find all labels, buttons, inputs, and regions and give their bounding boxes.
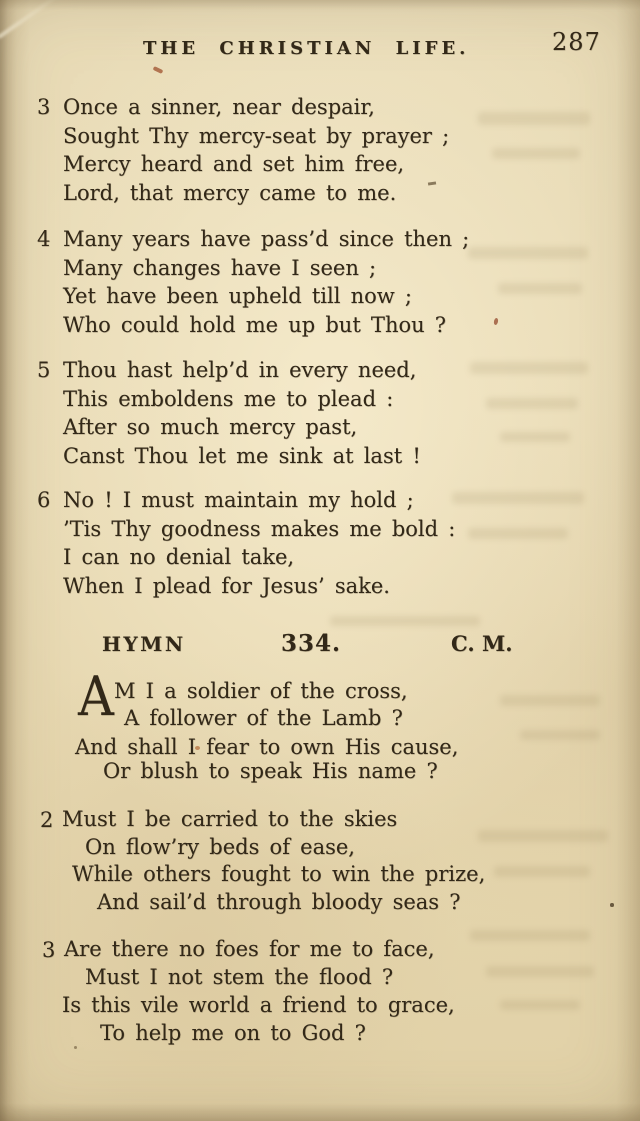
verse-line: Mercy heard and set him free, <box>63 152 405 177</box>
verse-line: Yet have been upheld till now ; <box>63 284 413 309</box>
verse-number: 3 <box>42 938 56 962</box>
verse-line: Must I be carried to the skies <box>62 807 398 831</box>
verse-line: Many changes have I seen ; <box>63 255 377 280</box>
page-number: 287 <box>552 28 601 56</box>
verse-line: Are there no foes for me to face, <box>64 937 435 961</box>
verse-line: M I a soldier of the cross, <box>114 679 408 703</box>
verse-line: No ! I must maintain my hold ; <box>63 488 414 512</box>
drop-cap-letter: A <box>78 665 114 728</box>
hymn-heading-number: 334. <box>281 630 342 657</box>
verse-number: 5 <box>37 358 51 382</box>
verse-number: 6 <box>37 488 51 512</box>
verse-line: Many years have pass’d since then ; <box>63 227 470 251</box>
verse-line: To help me on to God ? <box>100 1021 366 1045</box>
verse-line: Once a sinner, near despair, <box>63 95 375 119</box>
verse-number: 2 <box>40 808 54 832</box>
verse-line: After so much mercy past, <box>63 415 358 440</box>
hymn-heading-meter: C. M. <box>451 631 513 656</box>
verse-line: Lord, that mercy came to me. <box>63 180 397 205</box>
verse-line: Canst Thou let me sink at last ! <box>63 443 421 468</box>
hymn-heading-label: HYMN <box>102 632 186 656</box>
verse-line: On flow’ry beds of ease, <box>85 835 355 859</box>
verse-line: ’Tis Thy goodness makes me bold : <box>63 516 456 541</box>
verse-line: Or blush to speak His name ? <box>103 759 438 783</box>
verse-line: And sail’d through bloody seas ? <box>97 890 461 914</box>
verse-line: Who could hold me up but Thou ? <box>63 312 447 337</box>
running-head-title: THE CHRISTIAN LIFE. <box>143 38 470 59</box>
verse-line: Is this vile world a friend to grace, <box>62 993 455 1017</box>
verse-line: I can no denial take, <box>63 545 295 570</box>
verse-line: Thou hast help’d in every need, <box>63 358 417 382</box>
verse-line: Must I not stem the flood ? <box>85 965 394 989</box>
verse-number: 3 <box>37 95 51 119</box>
verse-line: While others fought to win the prize, <box>72 862 486 886</box>
verse-line: And shall I fear to own His cause, <box>75 735 459 759</box>
verse-number: 4 <box>37 227 51 251</box>
verse-line: A follower of the Lamb ? <box>124 706 403 730</box>
verse-line: When I plead for Jesus’ sake. <box>63 573 390 598</box>
verse-line: This emboldens me to plead : <box>63 386 394 411</box>
verse-line: Sought Thy mercy-seat by prayer ; <box>63 123 450 148</box>
